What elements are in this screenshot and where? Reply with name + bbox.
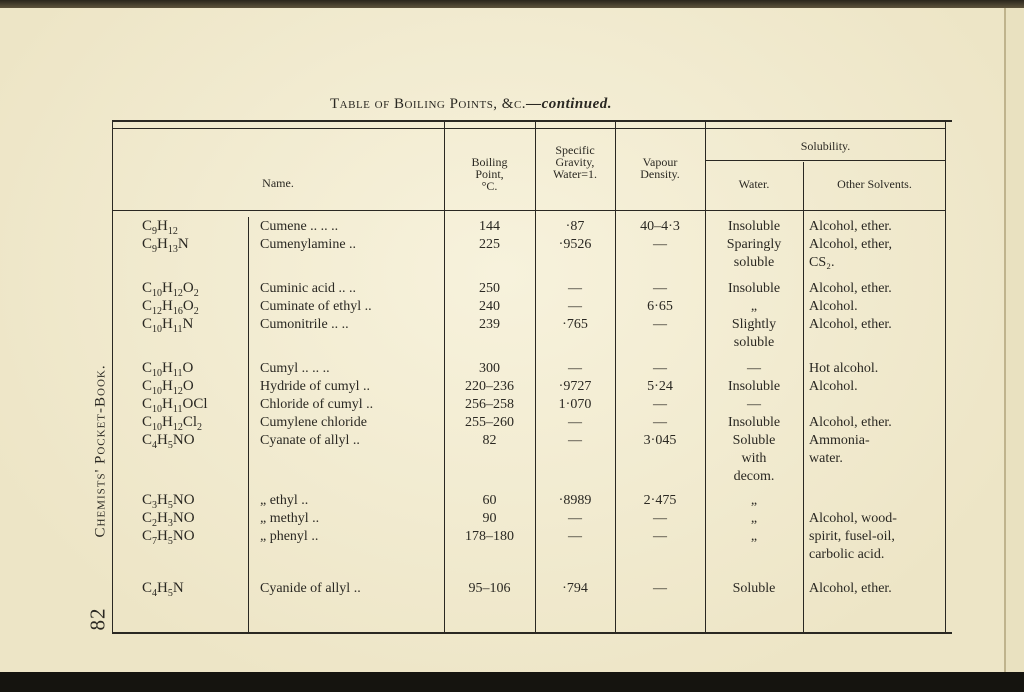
row-0-name: Cumene .. .. .. (260, 219, 339, 234)
row-18-bp: 95–106 (468, 581, 511, 596)
row-16-water: „ (750, 529, 758, 544)
boiling-points-table (112, 120, 952, 634)
row-3-bp: 250 (479, 281, 500, 296)
row-1-name: Cumenylamine .. (260, 237, 357, 252)
row-11-formula: $C_4H_5NO$ (142, 432, 195, 451)
row-0-sg: ·87 (565, 219, 585, 234)
row-4-bp: 240 (479, 299, 500, 314)
book-page-edge (1004, 8, 1024, 672)
row-5-vd: — (653, 317, 667, 332)
row-14-sg: ·8989 (558, 493, 592, 508)
row-11-vd: 3·045 (643, 433, 677, 448)
row-9-name: Chloride of cumyl .. (260, 397, 374, 412)
row-16-other: spirit, fusel-oil, (809, 529, 895, 544)
row-15-other: Alcohol, wood- (809, 511, 897, 526)
row-1-bp: 225 (479, 237, 500, 252)
book-page (0, 8, 1004, 672)
formula-divider (248, 217, 249, 632)
row-9-sg: 1·070 (558, 397, 592, 412)
row-3-name: Cuminic acid .. .. (260, 281, 357, 296)
row-4-formula: $C_{12}H_{16}O_2$ (142, 298, 199, 317)
row-7-formula: $C_{10}H_{11}O$ (142, 360, 194, 379)
col-divider (803, 162, 804, 632)
table-border-left (112, 122, 113, 632)
row-14-water: „ (750, 493, 758, 508)
row-12-water: with (741, 451, 767, 466)
row-14-name: „ ethyl .. (260, 493, 309, 508)
row-3-water: Insoluble (727, 281, 781, 296)
row-10-water: Insoluble (727, 415, 781, 430)
row-1-water: Sparingly (726, 237, 782, 252)
row-16-sg: — (568, 529, 582, 544)
row-3-sg: — (568, 281, 582, 296)
row-6-water: soluble (733, 335, 775, 350)
header-name: Name. (262, 176, 294, 190)
col-divider (535, 122, 536, 632)
row-12-other: water. (809, 451, 843, 466)
header-other-solvents: Other Solvents. (837, 177, 912, 191)
page-number: 82 (85, 607, 110, 631)
row-15-water: „ (750, 511, 758, 526)
row-7-bp: 300 (479, 361, 500, 376)
row-11-other: Ammonia- (809, 433, 870, 448)
row-10-bp: 255–260 (465, 415, 514, 430)
row-8-vd: 5·24 (647, 379, 673, 394)
row-13-water: decom. (733, 469, 775, 484)
row-11-water: Soluble (732, 433, 776, 448)
table-title-main: Table of Boiling Points, &c. (330, 96, 527, 112)
row-8-name: Hydride of cumyl .. (260, 379, 371, 394)
row-4-vd: 6·65 (647, 299, 673, 314)
row-3-vd: — (653, 281, 667, 296)
row-18-water: Soluble (732, 581, 776, 596)
row-0-bp: 144 (479, 219, 500, 234)
row-1-vd: — (653, 237, 667, 252)
row-15-sg: — (568, 511, 582, 526)
running-head-text: Chemists' Pocket-Book. (92, 364, 109, 538)
row-7-name: Cumyl .. .. .. (260, 361, 330, 376)
row-0-other: Alcohol, ether. (809, 219, 892, 234)
row-15-vd: — (653, 511, 667, 526)
row-18-sg: ·794 (562, 581, 588, 596)
row-11-bp: 82 (482, 433, 497, 448)
row-1-sg: ·9526 (558, 237, 592, 252)
row-7-sg: — (568, 361, 582, 376)
row-8-bp: 220–236 (465, 379, 514, 394)
row-4-name: Cuminate of ethyl .. (260, 299, 372, 314)
row-17-other: carbolic acid. (809, 547, 885, 562)
row-14-bp: 60 (482, 493, 497, 508)
header-vapour-density: Vapour Density. (640, 155, 680, 181)
table-border-right (945, 122, 946, 632)
row-14-formula: $C_3H_5NO$ (142, 492, 195, 511)
row-5-bp: 239 (479, 317, 500, 332)
row-14-vd: 2·475 (643, 493, 677, 508)
row-3-formula: $C_{10}H_{12}O_2$ (142, 280, 199, 299)
row-0-water: Insoluble (727, 219, 781, 234)
row-1-formula: $C_9H_{13}N$ (142, 236, 189, 255)
row-4-water: „ (750, 299, 758, 314)
header-bottom-rule (112, 210, 946, 211)
book-bottom-edge (0, 672, 1024, 692)
row-8-water: Insoluble (727, 379, 781, 394)
col-divider (705, 122, 706, 632)
row-4-other: Alcohol. (809, 299, 858, 314)
row-2-water: soluble (733, 255, 775, 270)
row-16-formula: $C_7H_5NO$ (142, 528, 195, 547)
row-5-name: Cumonitrile .. .. (260, 317, 349, 332)
row-10-name: Cumylene chloride (260, 415, 367, 430)
header-top-rule (112, 128, 946, 129)
row-15-bp: 90 (482, 511, 497, 526)
row-16-vd: — (653, 529, 667, 544)
row-9-bp: 256–258 (465, 397, 514, 412)
row-18-vd: — (653, 581, 667, 596)
row-7-vd: — (653, 361, 667, 376)
row-10-sg: — (568, 415, 582, 430)
header-specific-gravity: Specific Gravity, Water=1. (552, 143, 598, 181)
row-9-formula: $C_{10}H_{11}OCl$ (142, 396, 208, 415)
header-water: Water. (738, 177, 770, 191)
row-2-other: CS₂. (809, 255, 835, 270)
row-15-name: „ methyl .. (260, 511, 320, 526)
row-0-formula: $C_9H_{12}$ (142, 218, 178, 237)
row-7-other: Hot alcohol. (809, 361, 879, 376)
row-8-sg: ·9727 (558, 379, 592, 394)
row-18-formula: $C_4H_5N$ (142, 580, 184, 599)
row-10-formula: $C_{10}H_{12}Cl_2$ (142, 414, 203, 433)
row-16-name: „ phenyl .. (260, 529, 319, 544)
table-title (330, 96, 612, 113)
row-16-bp: 178–180 (465, 529, 514, 544)
row-3-other: Alcohol, ether. (809, 281, 892, 296)
row-8-formula: $C_{10}H_{12}O$ (142, 378, 194, 397)
table-title-continued: —continued. (526, 96, 612, 112)
row-18-other: Alcohol, ether. (809, 581, 892, 596)
header-solubility: Solubility. (800, 139, 851, 153)
row-1-other: Alcohol, ether, (809, 237, 893, 252)
running-head (58, 228, 110, 631)
solubility-rule (705, 160, 946, 161)
row-5-other: Alcohol, ether. (809, 317, 892, 332)
header-boiling-point: Boiling Point, °C. (471, 155, 508, 193)
row-5-sg: ·765 (562, 317, 588, 332)
row-11-name: Cyanate of allyl .. (260, 433, 360, 448)
col-divider (615, 122, 616, 632)
row-15-formula: $C_2H_3NO$ (142, 510, 195, 529)
row-8-other: Alcohol. (809, 379, 858, 394)
row-4-sg: — (568, 299, 582, 314)
row-9-vd: — (653, 397, 667, 412)
row-9-water: — (747, 397, 761, 412)
row-18-name: Cyanide of allyl .. (260, 581, 361, 596)
row-10-vd: — (653, 415, 667, 430)
row-11-sg: — (568, 433, 582, 448)
row-0-vd: 40–4·3 (640, 219, 680, 234)
col-divider (444, 122, 445, 632)
row-5-formula: $C_{10}H_{11}N$ (142, 316, 194, 335)
row-5-water: Slightly (731, 317, 777, 332)
row-7-water: — (747, 361, 761, 376)
row-10-other: Alcohol, ether. (809, 415, 892, 430)
